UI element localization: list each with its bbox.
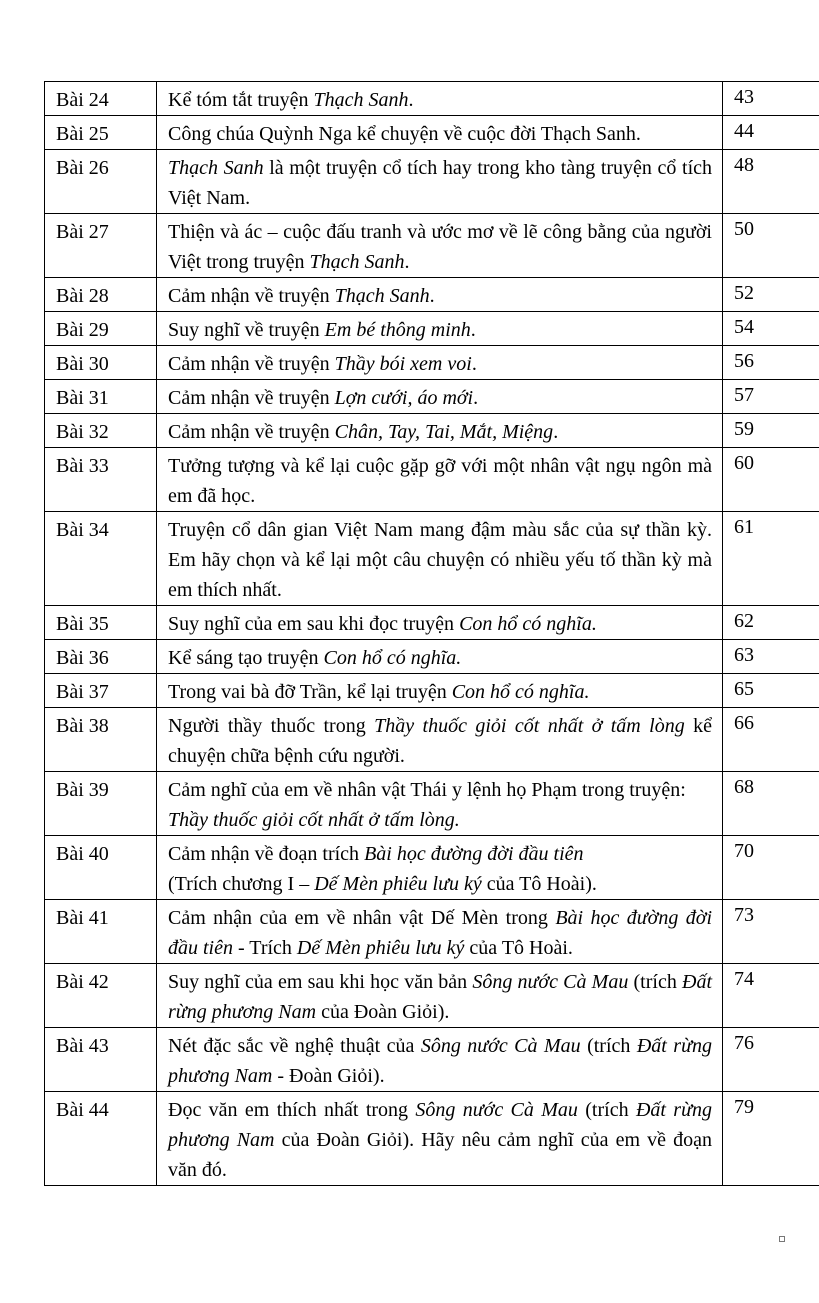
toc-row (45, 606, 819, 640)
toc-row (45, 1092, 819, 1186)
lesson-number: Bài 36 (45, 640, 157, 674)
lesson-title (157, 512, 723, 606)
title-fragment: của Tô Hoài). (481, 873, 597, 895)
toc-table (44, 81, 819, 1186)
title-fragment: . (470, 319, 476, 341)
title-fragment: Cảm nhận về truyện (168, 387, 335, 409)
title-italic-fragment: Dế Mèn phiêu lưu ký (314, 873, 482, 895)
title-fragment: (trích (628, 971, 682, 993)
title-fragment: . (404, 251, 410, 273)
lesson-number: Bài 31 (45, 380, 157, 414)
lesson-number: Bài 27 (45, 214, 157, 278)
lesson-title (157, 414, 723, 448)
toc-row (45, 674, 819, 708)
lesson-title (157, 312, 723, 346)
toc-row (45, 964, 819, 1028)
title-italic-fragment: Em bé thông minh (324, 319, 471, 341)
toc-row (45, 708, 819, 772)
page-number: 76 (723, 1028, 819, 1092)
title-fragment: Cảm nhận về truyện (168, 421, 335, 443)
lesson-number: Bài 44 (45, 1092, 157, 1186)
title-italic-fragment: Thầy thuốc giỏi cốt nhất ở tấm lòng (374, 715, 685, 737)
table-end-marker (779, 1236, 785, 1242)
title-fragment: của Đoàn Giỏi). Hãy nêu cảm nghĩ của em về đoạn văn đó. (168, 1129, 712, 1181)
toc-row (45, 1028, 819, 1092)
title-fragment: - Trích (233, 937, 297, 959)
title-fragment: . (473, 387, 479, 409)
lesson-number: Bài 25 (45, 116, 157, 150)
lesson-title (157, 964, 723, 1028)
title-italic-fragment: Con hổ có nghĩa. (323, 647, 462, 669)
title-fragment: kể chuyện chữa bệnh cứu người. (168, 715, 712, 767)
page-number: 57 (723, 380, 819, 414)
title-fragment: - Đoàn Giỏi). (272, 1065, 385, 1087)
title-italic-fragment: Thầy thuốc giỏi cốt nhất ở tấm lòng. (168, 809, 460, 831)
page-number: 59 (723, 414, 819, 448)
title-fragment: (Trích chương I – (168, 873, 315, 895)
lesson-title (157, 150, 723, 214)
lesson-number: Bài 40 (45, 836, 157, 900)
title-fragment: Kể sáng tạo truyện (168, 647, 324, 669)
toc-row (45, 640, 819, 674)
title-fragment: Suy nghĩ về truyện (168, 319, 325, 341)
page-number: 66 (723, 708, 819, 772)
title-italic-fragment: Sông nước Cà Mau (415, 1099, 578, 1121)
page-number: 52 (723, 278, 819, 312)
toc-row (45, 82, 819, 116)
title-fragment: (trích (577, 1099, 636, 1121)
title-italic-fragment: Sông nước Cà Mau (420, 1035, 581, 1057)
title-fragment: Đọc văn em thích nhất trong (168, 1099, 416, 1121)
title-fragment: (trích (580, 1035, 637, 1057)
lesson-number: Bài 41 (45, 900, 157, 964)
title-fragment: Suy nghĩ của em sau khi học văn bản (168, 971, 473, 993)
lesson-title (157, 380, 723, 414)
title-fragment: là một truyện cổ tích hay trong kho tàng truyện cổ tích Việt Nam. (168, 157, 713, 209)
title-italic-fragment: Thạch Sanh (168, 157, 264, 179)
lesson-number: Bài 33 (45, 448, 157, 512)
page-number: 68 (723, 772, 819, 836)
toc-row (45, 346, 819, 380)
lesson-number: Bài 42 (45, 964, 157, 1028)
toc-row (45, 512, 819, 606)
title-italic-fragment: Đất rừng phương Nam (168, 1035, 713, 1087)
page-number: 48 (723, 150, 819, 214)
title-italic-fragment: Bài học đường đời đầu tiên (364, 843, 584, 865)
lesson-title (157, 346, 723, 380)
title-fragment: Kể tóm tắt truyện (168, 89, 314, 111)
lesson-title (157, 708, 723, 772)
lesson-number: Bài 32 (45, 414, 157, 448)
title-italic-fragment: Thầy bói xem voi (334, 353, 472, 375)
page-number: 73 (723, 900, 819, 964)
title-fragment: Công chúa Quỳnh Nga kể chuyện về cuộc đời Thạch Sanh. (168, 123, 641, 145)
page-number: 65 (723, 674, 819, 708)
toc-row (45, 836, 819, 900)
title-fragment: . (408, 89, 414, 111)
lesson-number: Bài 26 (45, 150, 157, 214)
lesson-number: Bài 29 (45, 312, 157, 346)
page-number: 44 (723, 116, 819, 150)
lesson-number: Bài 43 (45, 1028, 157, 1092)
lesson-title (157, 214, 723, 278)
title-italic-fragment: Thạch Sanh (313, 89, 409, 111)
toc-body (45, 82, 819, 1186)
lesson-title (157, 772, 723, 836)
lesson-number: Bài 28 (45, 278, 157, 312)
title-fragment: . (471, 353, 477, 375)
title-fragment: Cảm nhận về truyện (168, 353, 335, 375)
title-fragment: của Tô Hoài. (464, 937, 573, 959)
lesson-title (157, 900, 723, 964)
title-fragment: Cảm nhận về đoạn trích (168, 843, 365, 865)
lesson-number: Bài 38 (45, 708, 157, 772)
lesson-title (157, 674, 723, 708)
title-italic-fragment: Sông nước Cà Mau (472, 971, 629, 993)
title-fragment: Cảm nhận về truyện (168, 285, 335, 307)
lesson-number: Bài 24 (45, 82, 157, 116)
toc-row (45, 278, 819, 312)
title-italic-fragment: Lợn cưới, áo mới (334, 387, 474, 409)
title-fragment: Cảm nhận của em về nhân vật Dế Mèn trong (168, 907, 556, 929)
page-number: 56 (723, 346, 819, 380)
toc-row (45, 772, 819, 836)
title-italic-fragment: Chân, Tay, Tai, Mắt, Miệng (334, 421, 554, 443)
title-fragment: Cảm nghĩ của em về nhân vật Thái y lệnh họ Phạm trong truyện: (168, 779, 686, 801)
title-fragment: . (429, 285, 435, 307)
lesson-title (157, 82, 723, 116)
lesson-title (157, 606, 723, 640)
lesson-title (157, 1092, 723, 1186)
title-fragment: Trong vai bà đỡ Trần, kể lại truyện (168, 681, 452, 703)
lesson-number: Bài 39 (45, 772, 157, 836)
toc-row (45, 116, 819, 150)
lesson-title (157, 278, 723, 312)
title-fragment: . (553, 421, 559, 443)
page-number: 61 (723, 512, 819, 606)
page-number: 60 (723, 448, 819, 512)
title-italic-fragment: Thạch Sanh (309, 251, 405, 273)
page-number: 70 (723, 836, 819, 900)
lesson-number: Bài 35 (45, 606, 157, 640)
title-italic-fragment: Đất rừng phương Nam (168, 971, 712, 1023)
title-italic-fragment: Con hổ có nghĩa. (451, 681, 590, 703)
lesson-title (157, 1028, 723, 1092)
toc-row (45, 414, 819, 448)
title-fragment: Truyện cổ dân gian Việt Nam mang đậm màu sắc của sự thần kỳ. Em hãy chọn và kể lại một câu chuyện có nhiều yếu tố thần kỳ mà em thích nhất. (168, 519, 712, 601)
title-italic-fragment: Dế Mèn phiêu lưu ký (296, 937, 465, 959)
lesson-number: Bài 30 (45, 346, 157, 380)
title-italic-fragment: Bài học đường đời đầu tiên (168, 907, 712, 959)
page-number: 54 (723, 312, 819, 346)
title-fragment: Người thầy thuốc trong (168, 715, 375, 737)
title-italic-fragment: Thạch Sanh (334, 285, 430, 307)
toc-row (45, 214, 819, 278)
title-fragment: Suy nghĩ của em sau khi đọc truyện (168, 613, 460, 635)
lesson-number: Bài 34 (45, 512, 157, 606)
title-italic-fragment: Đất rừng phương Nam (168, 1099, 712, 1151)
page-number: 74 (723, 964, 819, 1028)
page-number: 63 (723, 640, 819, 674)
lesson-number: Bài 37 (45, 674, 157, 708)
lesson-title (157, 640, 723, 674)
title-italic-fragment: Con hổ có nghĩa. (459, 613, 597, 635)
page-number: 79 (723, 1092, 819, 1186)
page-number: 50 (723, 214, 819, 278)
lesson-title (157, 836, 723, 900)
lesson-title (157, 448, 723, 512)
toc-row (45, 312, 819, 346)
lesson-title (157, 116, 723, 150)
title-fragment: Nét đặc sắc về nghệ thuật của (168, 1035, 421, 1057)
page-number: 62 (723, 606, 819, 640)
toc-row (45, 380, 819, 414)
page-number: 43 (723, 82, 819, 116)
title-fragment: của Đoàn Giỏi). (316, 1001, 450, 1023)
title-fragment: Tưởng tượng và kể lại cuộc gặp gỡ với một nhân vật ngụ ngôn mà em đã học. (168, 455, 712, 507)
toc-row (45, 150, 819, 214)
title-fragment: Thiện và ác – cuộc đấu tranh và ước mơ về lẽ công bằng của người Việt trong truyện (168, 221, 712, 273)
toc-row (45, 900, 819, 964)
toc-row (45, 448, 819, 512)
